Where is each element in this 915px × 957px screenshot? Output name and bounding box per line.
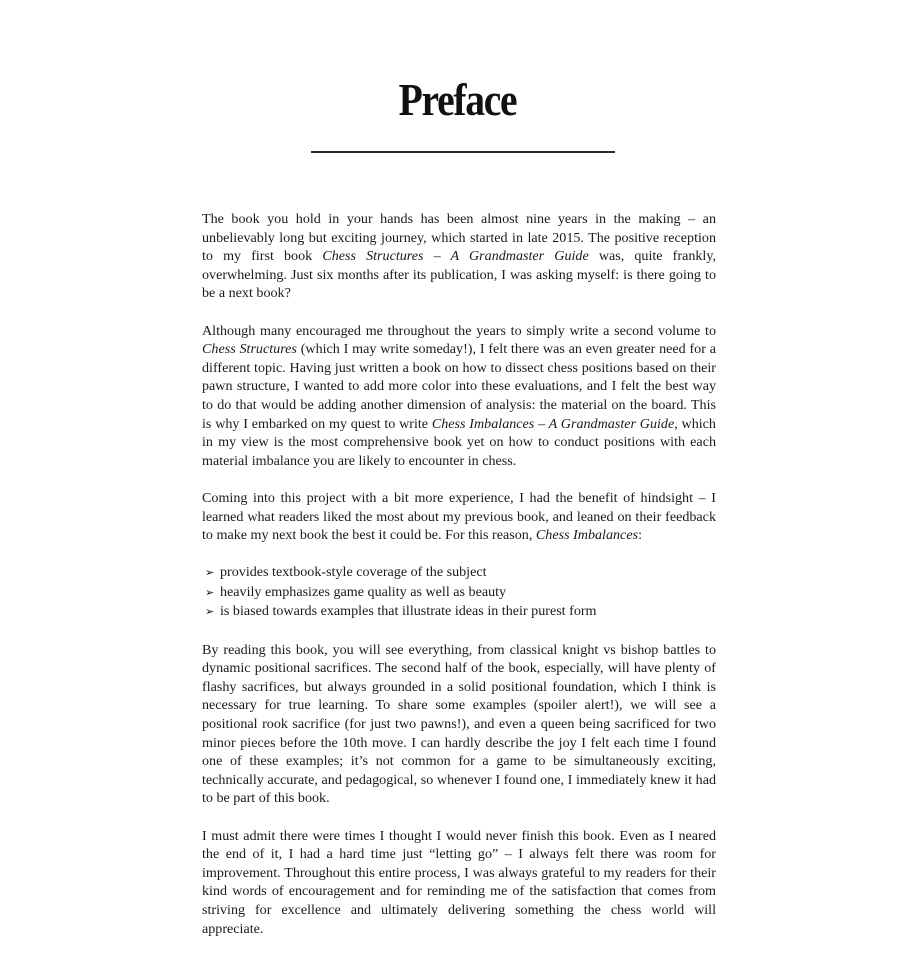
arrowhead-bullet-icon: ➢	[205, 606, 215, 619]
paragraph-text: Although many encouraged me throughout the years to simply write a second volume to	[202, 322, 716, 339]
arrowhead-bullet-icon: ➢	[205, 567, 215, 580]
bullet-item	[202, 583, 716, 603]
paragraph-5: I must admit there were times I thought I would never finish this book. Even as I neared the end of it, I had a hard time just “letting go” – I always felt there was room for improvement. Throughout this entire process, I was always grateful to my readers for their kind words of encouragement and for reminding me of the satisfaction that comes from striving for excellence and ultimately delivering something the chess world will appreciate.	[202, 827, 716, 937]
paragraph-text: The book you hold in your hands has been almost nine years in the making – an unbelievably long but exciting journey, which started in late 2015. The positive reception to my first book	[202, 211, 716, 265]
book-title-italic: Chess Imbalances	[535, 527, 639, 544]
bullet-text: is biased towards examples that illustrate ideas in their purest form	[220, 603, 597, 620]
paragraph-text: was, quite frankly, overwhelming. Just six months after its publication, I was asking myself: is there going to be a next book?	[202, 248, 716, 302]
bullet-item	[202, 602, 716, 622]
paragraph-text: (which I may write someday!), I felt there was an even greater need for a different topic. Having just written a book on how to dissect chess positions based on their pawn structure, I wanted to add more color into these evaluations, and I felt the best way to do that would be adding another dimension of analysis: the material on the board. This is why I embarked on my quest to write	[202, 341, 716, 432]
title-divider	[311, 151, 615, 153]
paragraph-4: By reading this book, you will see everything, from classical knight vs bishop battles to dynamic positional sacrifices. The second half of the book, especially, will have plenty of flashy sacrifices, but always grounded in a solid positional foundation, which I think is necessary for true learning. To share some examples (spoiler alert!), we will see a positional rook sacrifice (for just two pawns!), and even a queen being sacrificed for two minor pieces before the 10th move. I can hardly describe the joy I felt each time I found one of these examples; it’s not common for a game to be simultaneously exciting, technically accurate, and pedagogical, so whenever I found one, I immediately knew it had to be part of this book.	[202, 641, 716, 807]
paragraph-text: Coming into this project with a bit more experience, I had the benefit of hindsight – I learned what readers liked the most about my previous book, and leaned on their feedback to make my next book the best it could be. For this reason,	[202, 489, 716, 544]
bullet-item	[202, 563, 716, 583]
paragraph-1	[202, 210, 716, 303]
paragraph-text: :	[638, 527, 642, 544]
bullet-text: provides textbook-style coverage of the subject	[220, 564, 487, 581]
page-title: Preface	[398, 74, 517, 125]
paragraph-text: , which in my view is the most comprehensive book yet on how to conduct positions with each material imbalance you are likely to encounter in chess.	[202, 415, 716, 469]
bullet-text: heavily emphasizes game quality as well as beauty	[220, 583, 507, 600]
paragraph-3	[202, 489, 716, 545]
book-title-italic: Chess Structures – A Grandmaster Guide	[322, 248, 589, 265]
feature-bullet-list	[202, 563, 716, 622]
book-title-italic: Chess Imbalances – A Grandmaster Guide	[431, 415, 675, 432]
arrowhead-bullet-icon: ➢	[205, 586, 215, 599]
book-title-italic: Chess Structures	[202, 341, 297, 358]
preface-body	[202, 210, 716, 957]
paragraph-2	[202, 322, 716, 471]
